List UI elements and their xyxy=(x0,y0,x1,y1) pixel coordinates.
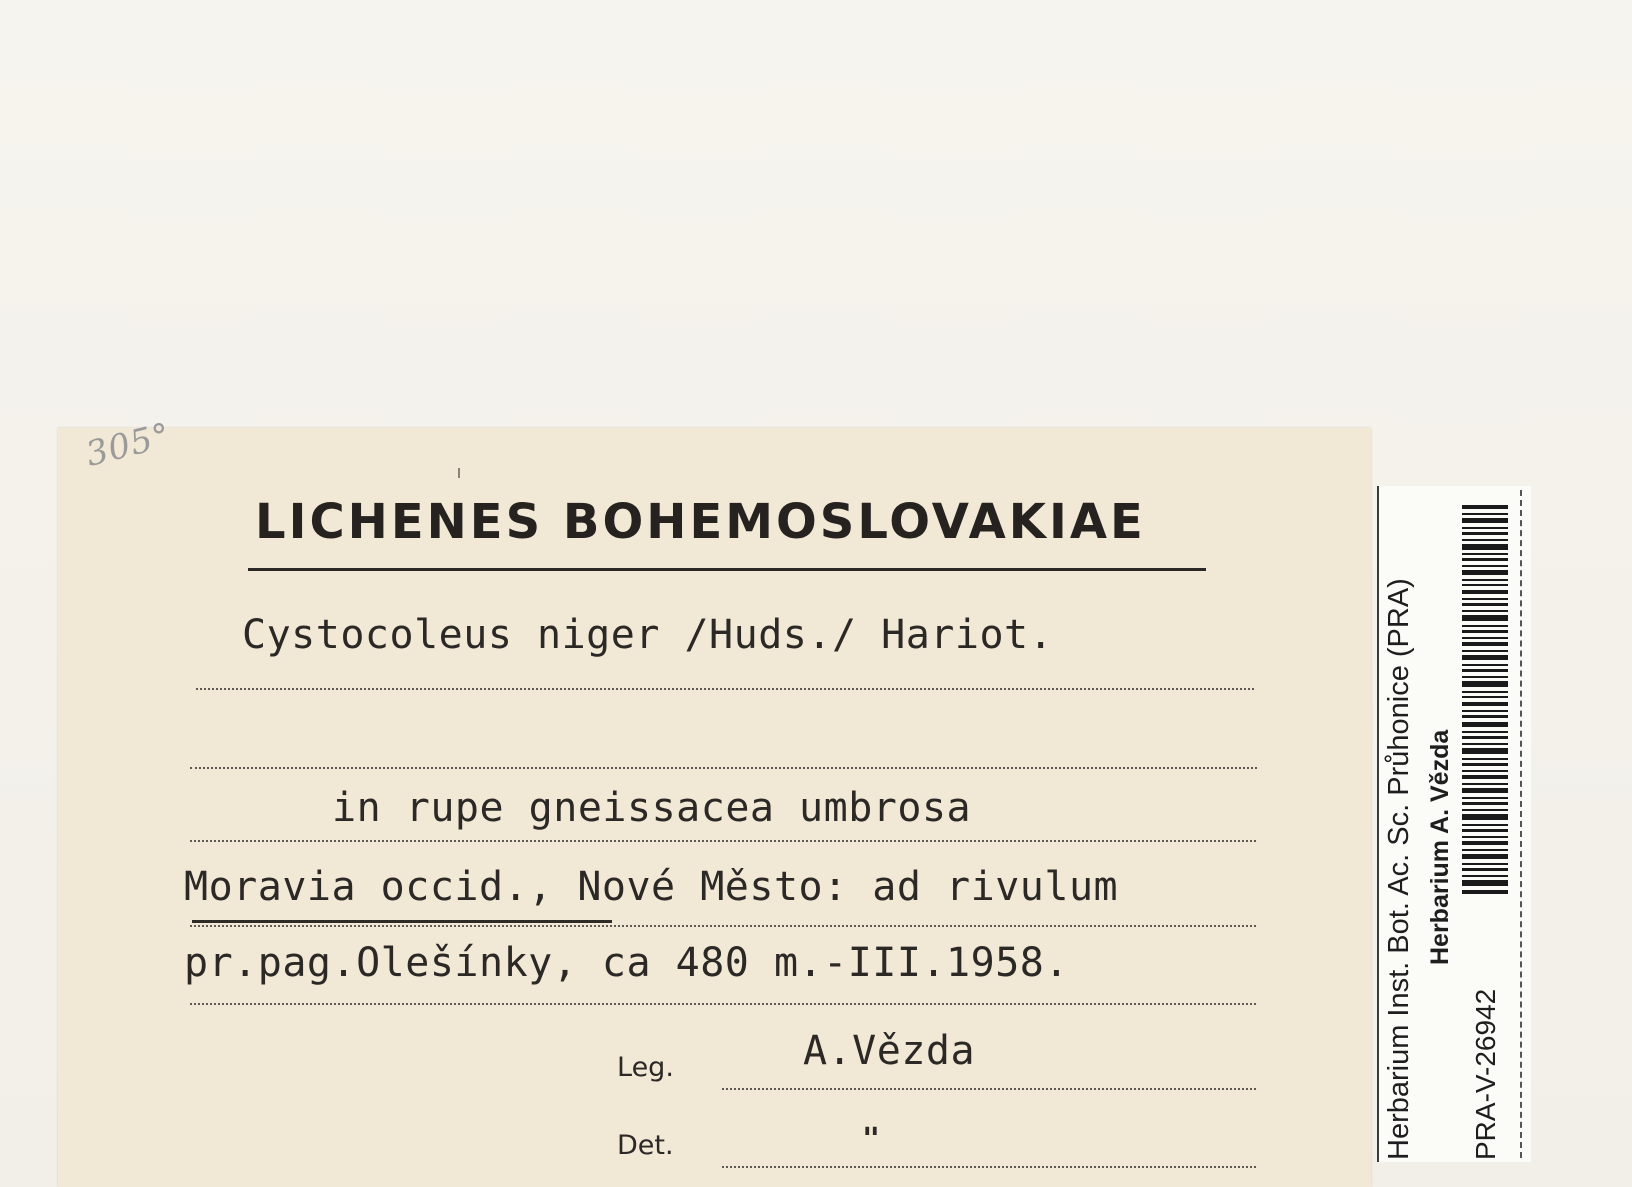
dotted-line xyxy=(190,925,1256,927)
habitat-text: in rupe gneissacea umbrosa xyxy=(332,785,972,831)
handwritten-underline xyxy=(192,920,612,923)
dotted-line xyxy=(190,1003,1256,1005)
barcode-icon xyxy=(1462,505,1508,895)
leg-label: Leg. xyxy=(617,1052,674,1083)
locality-line-1: Moravia occid., Nové Město: ad rivulum xyxy=(184,864,1119,910)
dotted-line xyxy=(722,1088,1256,1090)
handwritten-number: 305° xyxy=(82,415,176,475)
det-value: " xyxy=(862,1122,881,1157)
dotted-line xyxy=(190,767,1257,769)
det-label: Det. xyxy=(617,1130,674,1161)
collection-text: Herbarium A. Vězda xyxy=(1426,729,1454,965)
dotted-line xyxy=(196,688,1254,690)
dotted-line xyxy=(190,840,1256,842)
cut-line xyxy=(1520,490,1522,1158)
dotted-line xyxy=(722,1166,1256,1168)
label-title: LICHENES BOHEMOSLOVAKIAE xyxy=(255,494,1146,550)
species-name: Cystocoleus niger /Huds./ Hariot. xyxy=(242,612,1054,658)
institution-text: Herbarium Inst. Bot. Ac. Sc. Průhonice (PRA) xyxy=(1383,578,1415,1160)
locality-line-2: pr.pag.Olešínky, ca 480 m.-III.1958. xyxy=(184,940,1069,986)
title-rule xyxy=(248,568,1206,571)
leg-value: A.Vězda xyxy=(803,1028,976,1074)
specimen-id: PRA-V-26942 xyxy=(1470,988,1501,1160)
pen-mark xyxy=(458,468,460,478)
